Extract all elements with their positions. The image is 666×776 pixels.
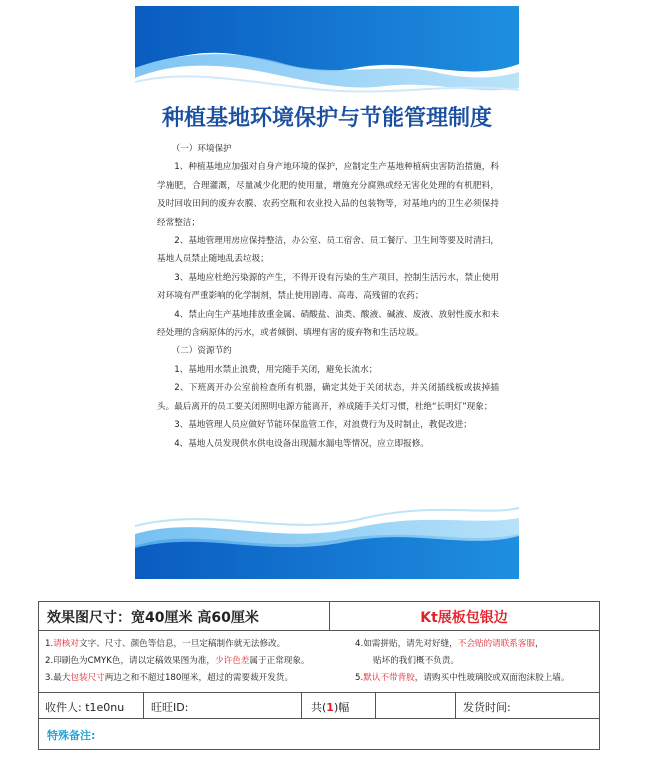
material-label: Kt展板包银边 [420,610,508,626]
receiver-field: 收件人: t1e0nu [45,701,125,714]
notes-row [39,631,599,693]
section-heading: （二）资源节约 [171,346,232,357]
paragraph: 2、基地管理用房应保持整洁，办公室、员工宿舍、员工餐厅、卫生间等要及时清扫，基地人员禁止随地乱丢垃圾； [157,236,499,265]
note-5: 5.默认不带背胶，请购买中性玻璃胶或双面泡沫胶上墙。 [355,673,570,683]
size-row [39,602,599,631]
paragraph: 1、基地用水禁止浪费，用完随手关闭，避免长流水； [174,364,378,375]
note-4-cont: 贴坏的我们概不负责。 [373,656,459,666]
paragraph: 3、基地管理人员应做好节能环保监管工作，对浪费行为及时制止，教促改进； [174,420,472,431]
section-heading: （一）环境保护 [171,144,232,154]
size-label: 效果图尺寸：宽40厘米 高60厘米 [47,610,259,626]
divider [455,693,456,718]
poster-title: 种植基地环境保护与节能管理制度 [161,105,492,131]
wangwang-field: 旺旺ID: [151,701,189,714]
special-row [39,719,599,749]
note-1: 1.请核对文字、尺寸、颜色等信息，一旦定稿制作就无法修改。 [45,639,286,649]
divider [375,693,376,718]
paragraph: 2、下班离开办公室前检查所有机器，确定其处于关闭状态，并关闭插线板或拔掉插头。最后离开的员工要关闭照明电源方能离开，养成随手关灯习惯，杜绝“长明灯”现象； [157,383,499,412]
note-2: 2.印刷色为CMYK色，请以定稿效果图为准，少许色差属于正常现象。 [45,656,310,666]
order-form [38,601,600,750]
count-field: 共(1)幅 [311,701,350,714]
note-3: 3.最大包装尺寸两边之和不超过180厘米，超过的需要裁开发货。 [45,673,294,683]
ship-time-field: 发货时间: [463,701,511,714]
poster-body [157,140,499,453]
paragraph: 4、基地人员发现供水供电设备出现漏水漏电等情况，应立即报修。 [174,438,429,449]
poster [135,6,519,579]
paragraph: 4、禁止向生产基地排放重金属、硝酸盐、油类、酸液、碱液、废液、放射性废水和未经处理的含病原体的污水，或者倾倒、填埋有害的废弃物和生活垃圾。 [157,309,499,339]
divider [301,693,302,718]
divider [143,693,144,718]
info-row [39,693,599,719]
special-note-label: 特殊备注: [47,729,96,742]
note-4: 4.如需拼贴，请先对好缝，不会贴的请联系客服， [355,639,544,649]
paragraph: 1、种植基地应加强对自身产地环境的保护，应制定生产基地种植病虫害防治措施，科学施肥，合理灌溉，尽量减少化肥的使用量，增施充分腐熟或经无害化处理的有机肥料，及时回收田间的废弃农膜、农药空瓶和农业投入品的包装物等，对基地内的卫生必须保持经常整洁； [157,162,499,228]
paragraph: 3、基地应杜绝污染源的产生，不得开设有污染的生产项目，控制生活污水，禁止使用对环境有严重影响的化学制剂，禁止使用剧毒、高毒、高残留的农药； [157,272,499,302]
